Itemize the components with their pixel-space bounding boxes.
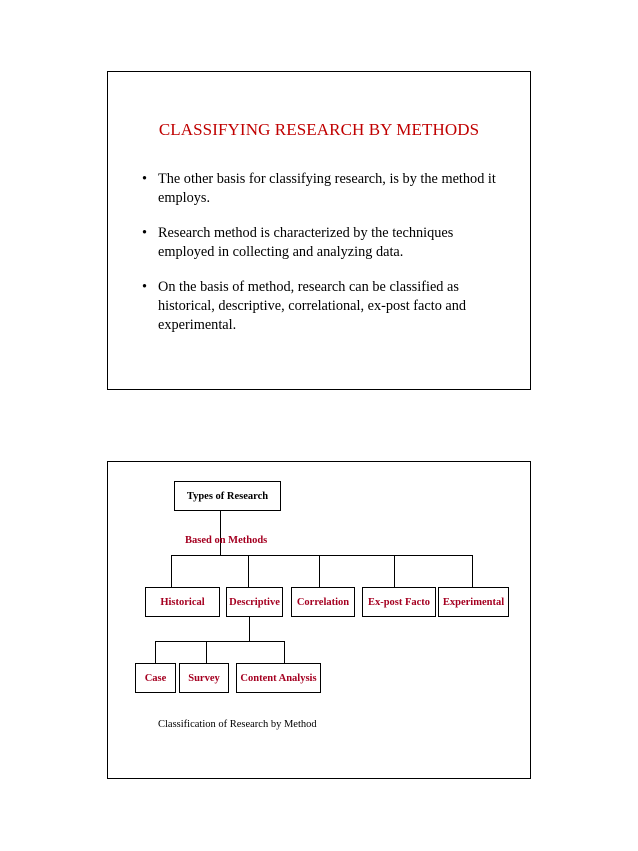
method-node-descriptive: Descriptive — [226, 587, 283, 617]
bullet-text-line: The other basis for classifying research, is by the method it — [158, 171, 496, 187]
bullet-icon: • — [142, 225, 148, 241]
method-node-ex-post-facto: Ex-post Facto — [362, 587, 436, 617]
bullet-text-line: Research method is characterized by the techniques — [158, 225, 454, 241]
connector-line — [206, 641, 207, 663]
bullet-item — [142, 278, 512, 335]
connector-line — [220, 511, 221, 555]
bullet-text-line: historical, descriptive, correlational, ex-post facto and — [158, 298, 467, 314]
connector-line — [171, 555, 473, 556]
bullet-item — [142, 224, 512, 262]
connector-line — [155, 641, 156, 663]
diagram-caption: Classification of Research by Method — [158, 719, 317, 730]
connector-line — [155, 641, 285, 642]
root-node-types-of-research: Types of Research — [174, 481, 281, 511]
subtype-node-survey: Survey — [179, 663, 229, 693]
bullet-text-line: employed in collecting and analyzing data. — [158, 244, 404, 260]
bullet-text-line: employs. — [158, 190, 211, 206]
subtype-node-content-analysis: Content Analysis — [236, 663, 321, 693]
bullet-text-line: On the basis of method, research can be classified as — [158, 279, 459, 295]
slide-title: CLASSIFYING RESEARCH BY METHODS — [158, 120, 480, 139]
method-node-historical: Historical — [145, 587, 220, 617]
subtype-node-case: Case — [135, 663, 176, 693]
method-node-experimental: Experimental — [438, 587, 509, 617]
method-node-correlation: Correlation — [291, 587, 355, 617]
bullet-item — [142, 170, 512, 208]
bullet-icon: • — [142, 171, 148, 187]
connector-line — [249, 617, 250, 641]
basis-label: Based on Methods — [185, 535, 268, 546]
connector-line — [394, 555, 395, 588]
bullet-list — [142, 170, 512, 351]
connector-line — [248, 555, 249, 588]
slide-classifying-research — [107, 71, 531, 390]
slide-classification-diagram — [107, 461, 531, 779]
connector-line — [472, 555, 473, 588]
connector-line — [284, 641, 285, 663]
bullet-icon: • — [142, 279, 148, 295]
connector-line — [319, 555, 320, 588]
connector-line — [171, 555, 172, 588]
bullet-text-line: experimental. — [158, 317, 237, 333]
